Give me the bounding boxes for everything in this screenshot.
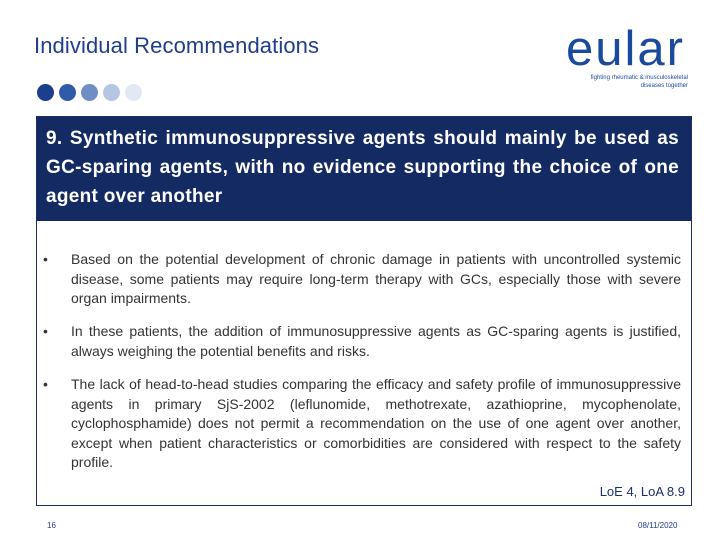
bullet-text: Based on the potential development of chronic damage in patients with uncontrolled systemic disease, some patients may require long-term therapy with GCs, especially those with severe organ impairments. — [71, 251, 681, 306]
progress-dot — [81, 84, 98, 101]
logo-tagline-line1: fighting rheumatic & musculoskeletal — [590, 75, 688, 81]
bullet-mark: • — [43, 323, 48, 339]
logo-tagline-line2: diseases together — [640, 83, 688, 89]
bullet-mark: • — [43, 251, 48, 267]
slide-title: Individual Recommendations — [34, 33, 320, 58]
progress-dot — [37, 84, 54, 101]
bullet-mark: • — [43, 376, 48, 392]
progress-dots — [37, 84, 142, 101]
page-number: 16 — [47, 521, 56, 530]
footer-date: 08/11/2020 — [638, 521, 678, 530]
evidence-level: LoE 4, LoA 8.9 — [599, 484, 685, 499]
logo-tagline — [566, 74, 688, 90]
progress-dot — [103, 84, 120, 101]
bullet-text: In these patients, the addition of immunosuppressive agents as GC-sparing agents is justified, always weighing the potential benefits and risks. — [71, 323, 681, 359]
eular-logo — [566, 22, 696, 90]
progress-dot — [125, 84, 142, 101]
logo-wordmark: eular — [566, 22, 685, 76]
recommendation-box — [36, 116, 692, 506]
progress-dot — [59, 84, 76, 101]
bullet-text: The lack of head-to-head studies comparing the efficacy and safety profile of immunosuppressive agents in primary SjS-2002 (leflunomide, methotrexate, azathioprine, mycophenolate, cyclophosphamide) does not permit a recommendation on the use of one agent over another, except when patient characteristics or comorbidities are considered with respect to the safety profile. — [71, 376, 681, 470]
recommendation-heading: 9. Synthetic immunosuppressive agents should mainly be used as GC-sparing agents, with no evidence supporting the choice of one agent over another — [37, 117, 691, 221]
